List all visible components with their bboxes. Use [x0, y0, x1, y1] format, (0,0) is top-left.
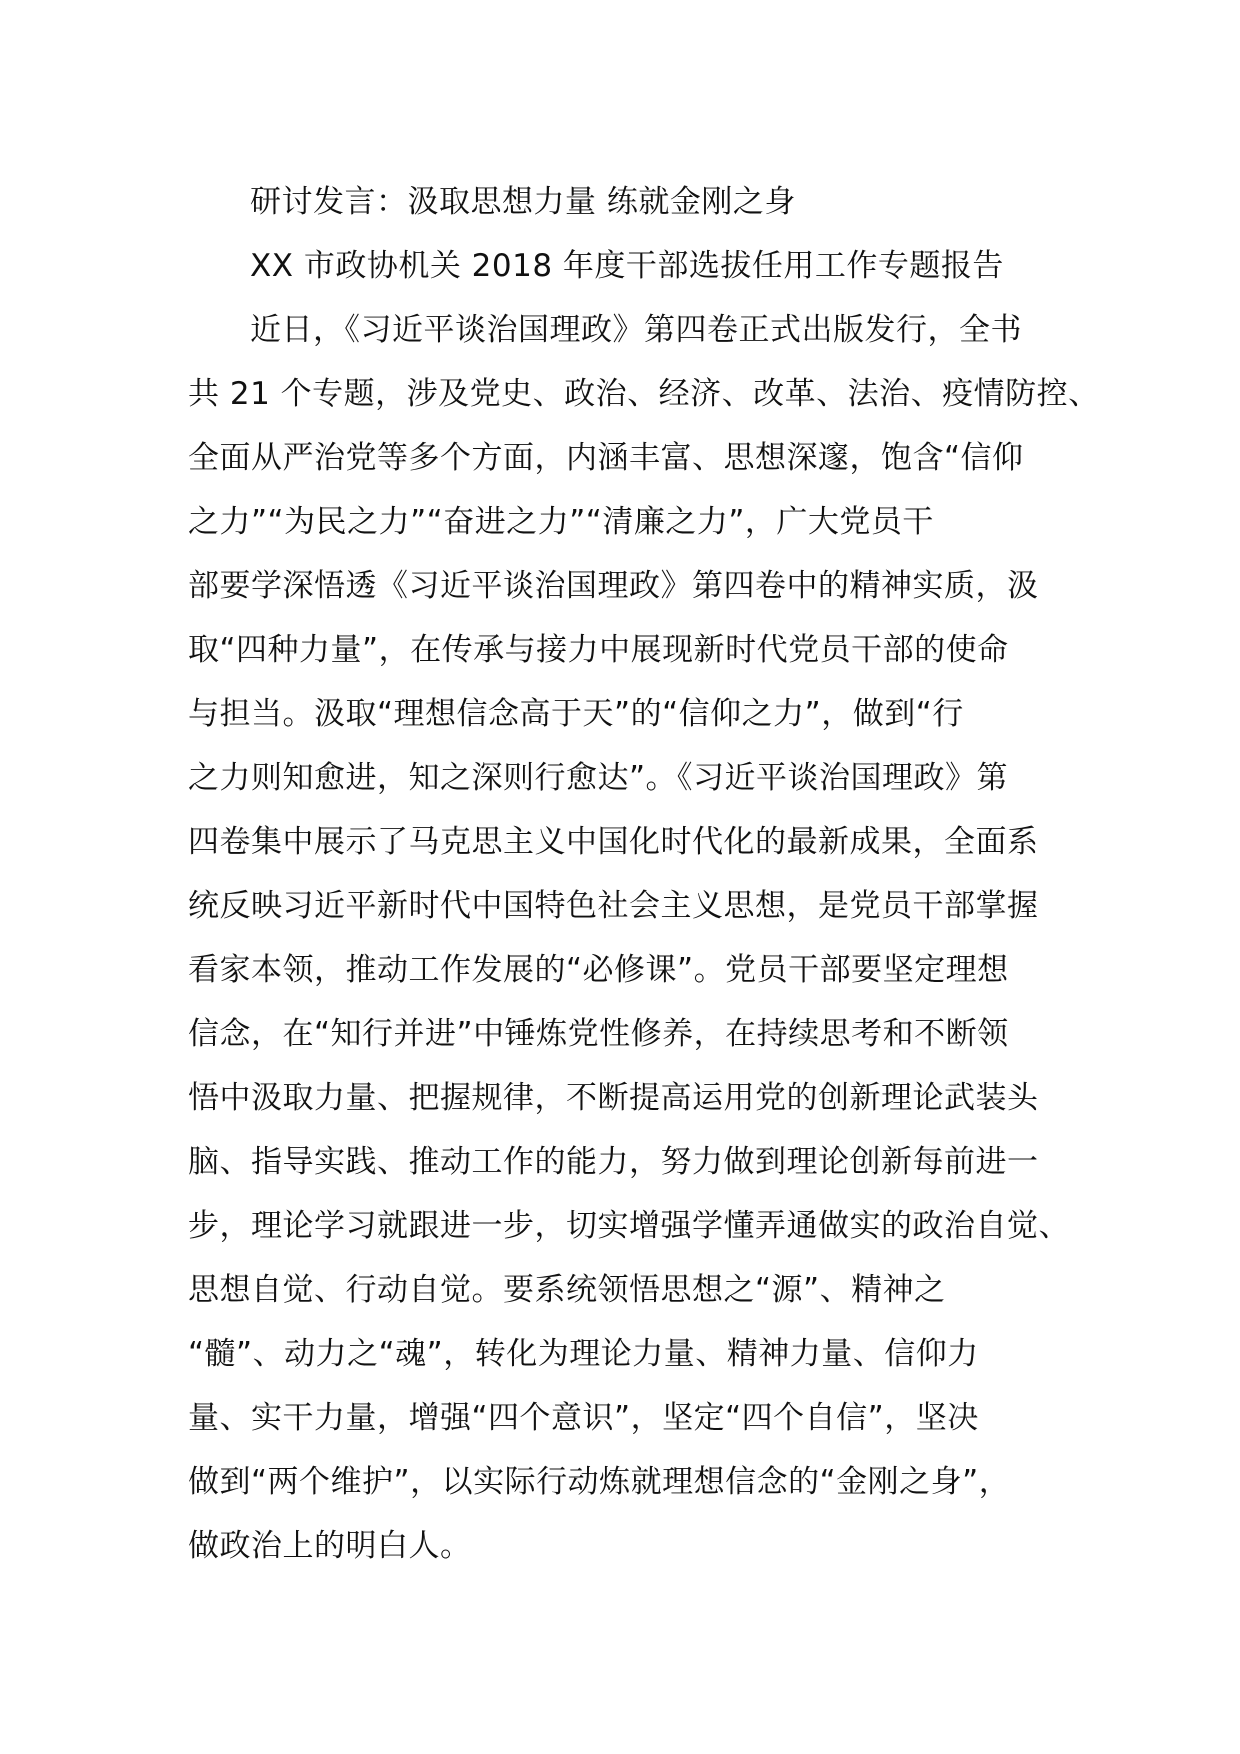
paragraph-line: 近日，《习近平谈治国理政》第四卷正式出版发行，全书 — [250, 312, 1022, 348]
document-subtitle: XX 市政协机关 2018 年度干部选拔任用工作专题报告 — [250, 248, 1004, 284]
paragraph-line: 做到“两个维护”，以实际行动炼就理想信念的“金刚之身”， — [188, 1464, 1011, 1500]
document-title: 研讨发言：汲取思想力量 练就金刚之身 — [250, 184, 796, 220]
paragraph-line: 部要学深悟透《习近平谈治国理政》第四卷中的精神实质，汲 — [188, 568, 1039, 604]
paragraph-line: 四卷集中展示了马克思主义中国化时代化的最新成果，全面系 — [188, 824, 1039, 860]
paragraph-line: 做政治上的明白人。 — [188, 1528, 472, 1564]
paragraph-line: 看家本领，推动工作发展的“必修课”。党员干部要坚定理想 — [188, 952, 1009, 988]
paragraph-line: 之力”“为民之力”“奋进之力”“清廉之力”，广大党员干 — [188, 504, 934, 540]
paragraph-line: 共 21 个专题，涉及党史、政治、经济、改革、法治、疫情防控、 — [188, 376, 1100, 412]
paragraph-line: 之力则知愈进，知之深则行愈达”。《习近平谈治国理政》第 — [188, 760, 1009, 796]
paragraph-line: 步，理论学习就跟进一步，切实增强学懂弄通做实的政治自觉、 — [188, 1208, 1070, 1244]
paragraph-line: 与担当。汲取“理想信念高于天”的“信仰之力”，做到“行 — [188, 696, 964, 732]
paragraph-line: “髓”、动力之“魂”，转化为理论力量、精神力量、信仰力 — [188, 1336, 979, 1372]
paragraph-line: 思想自觉、行动自觉。要系统领悟思想之“源”、精神之 — [188, 1272, 946, 1308]
paragraph-line: 量、实干力量，增强“四个意识”，坚定“四个自信”，坚决 — [188, 1400, 979, 1436]
paragraph-line: 悟中汲取力量、把握规律，不断提高运用党的创新理论武装头 — [188, 1080, 1039, 1116]
document-body — [188, 170, 1100, 1578]
paragraph-line: 取“四种力量”，在传承与接力中展现新时代党员干部的使命 — [188, 632, 1009, 668]
paragraph-line: 全面从严治党等多个方面，内涵丰富、思想深邃，饱含“信仰 — [188, 440, 1024, 476]
paragraph-line: 脑、指导实践、推动工作的能力，努力做到理论创新每前进一 — [188, 1144, 1039, 1180]
paragraph-line: 统反映习近平新时代中国特色社会主义思想，是党员干部掌握 — [188, 888, 1039, 924]
paragraph-line: 信念，在“知行并进”中锤炼党性修养，在持续思考和不断领 — [188, 1016, 1009, 1052]
